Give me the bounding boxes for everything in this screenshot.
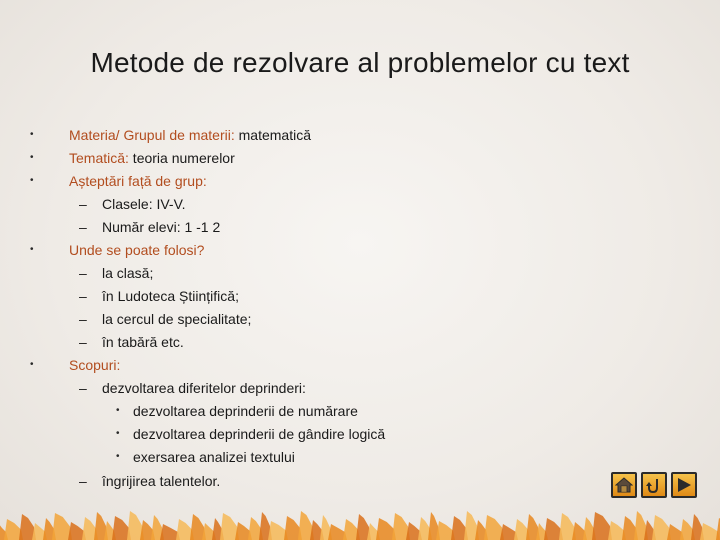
list-item-materia: [69, 126, 311, 144]
list-item-gandire: dezvoltarea deprinderii de gândire logică: [133, 426, 386, 442]
item-label: Așteptări față de grup:: [69, 173, 207, 189]
bullet-icon: •: [30, 152, 34, 163]
list-item-tabara: în tabără etc.: [102, 334, 184, 350]
list-item-unde: [69, 241, 204, 259]
list-item-clasele: Clasele: IV-V.: [102, 196, 186, 212]
item-label: Unde se poate folosi?: [69, 242, 205, 258]
next-button[interactable]: [671, 472, 697, 498]
list-item-ludoteca: în Ludoteca Științifică;: [102, 288, 239, 304]
item-label: Materia/ Grupul de materii:: [69, 127, 235, 143]
list-item-asteptari: [69, 172, 207, 190]
bullet-icon: •: [116, 451, 120, 462]
bullet-icon: •: [116, 405, 120, 416]
home-icon: [615, 476, 633, 494]
list-item-numarare: dezvoltarea deprinderii de numărare: [133, 403, 358, 419]
list-item-clasa: la clasă;: [102, 265, 154, 281]
dash-icon: –: [79, 380, 87, 396]
play-next-icon: [675, 476, 693, 494]
list-item-talente: îngrijirea talentelor.: [102, 473, 221, 489]
list-item-scopuri: [69, 356, 120, 374]
dash-icon: –: [79, 265, 87, 281]
bullet-icon: •: [116, 428, 120, 439]
bullet-icon: •: [30, 175, 34, 186]
item-value: teoria numerelor: [128, 150, 235, 166]
bullet-icon: •: [30, 129, 34, 140]
decorative-strip: [0, 500, 720, 540]
dash-icon: –: [79, 311, 87, 327]
dash-icon: –: [79, 288, 87, 304]
home-button[interactable]: [611, 472, 637, 498]
dash-icon: –: [79, 196, 87, 212]
return-icon: [645, 476, 663, 494]
bullet-icon: •: [30, 359, 34, 370]
list-item-analiza: exersarea analizei textului: [133, 449, 295, 465]
dash-icon: –: [79, 334, 87, 350]
dash-icon: –: [79, 219, 87, 235]
return-button[interactable]: [641, 472, 667, 498]
list-item-deprinderi: dezvoltarea diferitelor deprinderi:: [102, 380, 306, 396]
bullet-icon: •: [30, 244, 34, 255]
list-item-tematica: [69, 149, 235, 167]
item-label: Tematică:: [69, 150, 129, 166]
item-label: Scopuri:: [69, 357, 121, 373]
item-value: matematică: [234, 127, 311, 143]
list-item-cercul: la cercul de specialitate;: [102, 311, 252, 327]
dash-icon: –: [79, 473, 87, 489]
list-item-numar-elevi: Număr elevi: 1 -1 2: [102, 219, 221, 235]
slide-title: Metode de rezolvare al problemelor cu text: [90, 47, 630, 78]
